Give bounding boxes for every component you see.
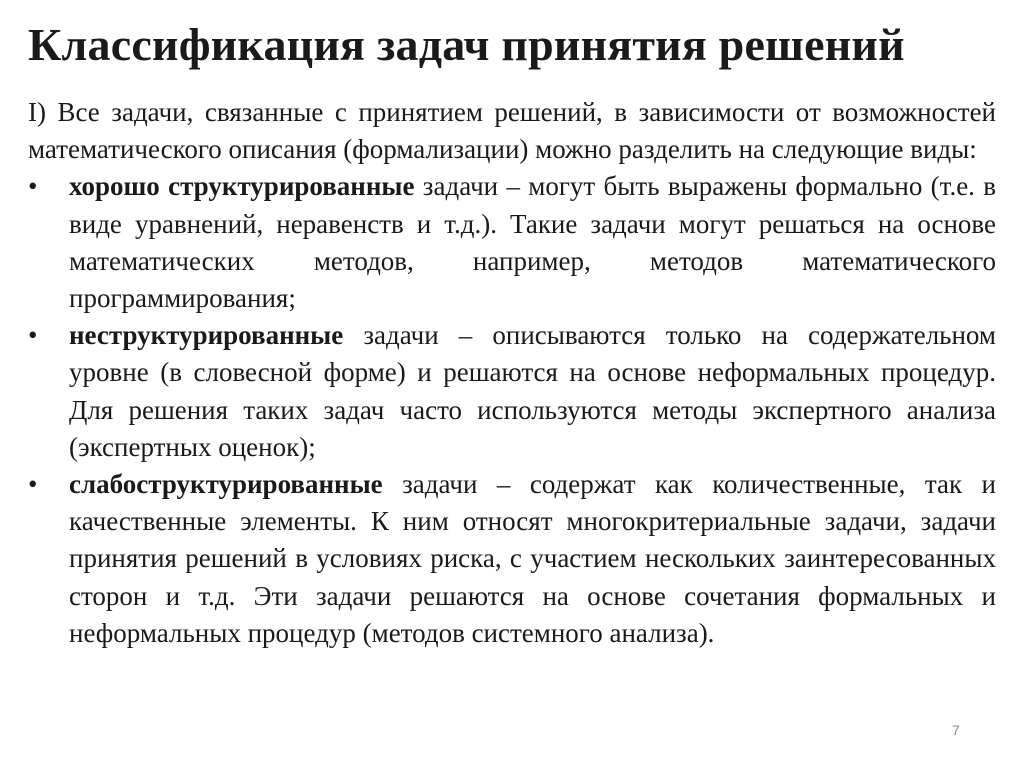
item-term: хорошо структурированные: [69, 171, 415, 202]
item-description: задачи – могут быть выражены формально (т.е. в виде уравнений, неравенств и т.д.). Такие задачи могут решаться на основе математических методов, например, методов математического программирования;: [69, 171, 996, 314]
bullet-icon: •: [28, 171, 38, 202]
intro-paragraph: I) Все задачи, связанные с принятием решений, в зависимости от возможностей математического описания (формализации) можно разделить на следующие виды:: [28, 97, 996, 165]
item-description: задачи – содержат как количественные, так и качественные элементы. К ним относят многокритериальные задачи, задачи принятия решений в условиях риска, с участием нескольких заинтересованных сторон и т.д. Эти задачи решаются на основе сочетания формальных и неформальных процедур (методов системного анализа).: [69, 469, 996, 648]
list-item-well-structured: [28, 168, 996, 317]
item-term: неструктурированные: [69, 320, 344, 351]
item-term: слабоструктурированные: [69, 469, 383, 500]
list-item-unstructured: [28, 317, 996, 466]
page-number: 7: [952, 722, 960, 738]
slide-body: [28, 94, 996, 652]
item-description: задачи – описываются только на содержательном уровне (в словесной форме) и решаются на основе неформальных процедур. Для решения таких задач часто используются методы экспертного анализа (экспертных оценок);: [69, 320, 996, 462]
bullet-icon: •: [28, 320, 38, 351]
classification-list: [28, 168, 996, 652]
list-item-semi-structured: [28, 466, 996, 652]
slide-title: Классификация задач принятия решений: [28, 19, 905, 70]
bullet-icon: •: [28, 469, 38, 500]
